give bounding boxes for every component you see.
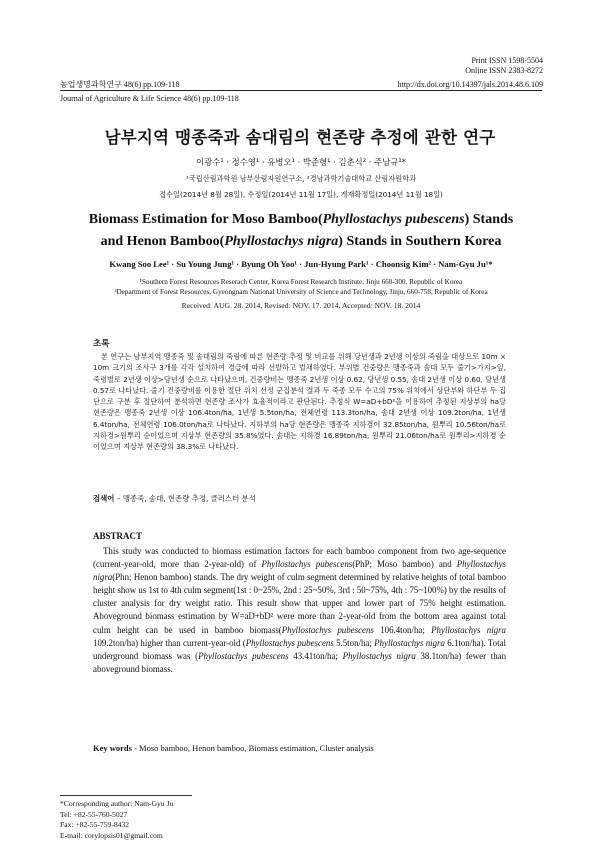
online-issn: Online ISSN 2383-8272: [465, 66, 543, 75]
title-english: Biomass Estimation for Moso Bamboo(Phyllostachys pubescens) Stands and Henon Bamboo(Phyllostachys nigra) Stands in Southern Korea: [88, 212, 514, 249]
authors-korean: 이광수¹ · 정수영¹ · 유병오¹ · 박준형¹ · 김춘식² · 주남규¹*: [196, 157, 406, 167]
keywords-ko: 검색어 – 맹종죽, 솜대, 현존량 추정, 클러스터 분석: [93, 494, 256, 503]
footnote-rule: [60, 795, 192, 796]
doi-link[interactable]: http://dx.doi.org/10.14397/jals.2014.48.6.109: [397, 80, 543, 89]
print-issn: Print ISSN 1598-5504: [471, 56, 543, 65]
abstract-ko-text: 본 연구는 남부지역 맹종죽 및 솜대림의 죽림에 따른 현존량 추정 및 비교를 위해 당년생과 2년생 이상의 죽림을 대상으로 10m × 10m 크기의 조사구 3개를 각각 설치하여 경급에 따라 선발하고 벌채하였다. 부위별 건중량은 맹종죽과 솜대 모두 줄기>가지>잎, 죽령별로 2년생 이상>당년생 순으로 나타났으며, 건중량비는 맹종죽 2년생 이상 0.62, 당년생 0.55, 솜대 2년생 이상 0.60, 당년생 0.57로 나타났다. 줄기 건중량비를 이용한 절단 위치 선정 군집분석 결과 두 죽종 모두 수고의 75% 위치에서 상단부와 하단부 두 집단으로 구분 후 절단하여 분석하면 현존량 조사가 효율적이라고 판단된다. 추정식 W=aD+bD²을 이용하여 추정된 지상부의 ha당 현존량은 맹종죽 2년생 이상 106.4ton/ha, 1년생 5.5ton/ha, 전체연령 113.3ton/ha, 솜대 2년생 이상 109.2ton/ha, 1년생 6.4ton/ha, 전체연령 106.0ton/ha로 나타났다. 지하부의 ha당 현존량은 맹종죽 지하경이 32.85ton/ha, 원뿌리 10.56ton/ha로 지하경>원뿌리 순이었으며 지상부 현존량의 35.8%였다. 솜대는 지하경 16.89ton/ha, 원뿌리 21.06ton/ha로 원뿌리>지하경 순이었으며 지상부 현존량의 38.3%로 나타났다.: [93, 352, 506, 452]
title-korean: 남부지역 맹종죽과 솜대림의 현존량 추정에 관한 연구: [104, 128, 496, 147]
dates-english: Received: AUG. 28. 2014, Revised: NOV. 17. 2014, Accepted: NOV. 18. 2014: [181, 301, 421, 310]
authors-english: Kwang Soo Lee¹ · Su Young Jung¹ · Byung Oh Yoo¹ · Jun-Hyung Park¹ · Choonsig Kim² · Nam-Gyu Ju¹*: [109, 259, 493, 269]
dates-korean: 접수일(2014년 8월 28일), 수정일(2014년 11월 17일), 게재확정일(2014년 11월 18일): [159, 190, 443, 199]
journal-citation-en: Journal of Agriculture & Life Science 48(6) pp.109-118: [60, 94, 239, 103]
abstract-ko-heading: 초록: [93, 339, 110, 349]
corresponding-author: *Corresponding author: Nam-Gyu Ju: [60, 799, 174, 808]
affiliation-english: ¹Southern Forest Resources Reserach Center, Korea Forest Research Institute, Jinju 660-300, Republic of Korea ²Department of Forest Resources, Gyeongnam National University of Science and Technology, Jinju, 660-758, Republic of Korea: [114, 278, 488, 296]
abstract-en-text: This study was conducted to biomass estimation factors for each bamboo component from two age-sequence (current-year-old, more than 2-year-old) of Phyllostachys pubescens(PhP; Moso bamboo) and Phyllostachys nigra(Phn; Henon bamboo) stands. The dry weight of culm segment determined by relative heights of total bamboo height show us 1st to 4th culm segment(1st : 0~25%, 2nd : 25~50%, 3rd : 50~75%, 4th : 75~100%) by the results of cluster analysis for dry weight ratio. This result show that upper and lower part of 75% height estimation. Aboveground biomass estimation by W=aD+bD² were more than 2-year-old from the bottom area against total culm height can be used in bamboo biomass(Phyllostachys pubescens 106.4ton/ha; Phyllostachys nigra 109.2ton/ha) higher than current-year-old (Phyllostachys pubescens 5.5ton/ha; Phyllostachys nigra 6.1ton/ha). Total underground biomass was (Phyllostachys pubescens 43.41ton/ha; Phyllostachys nigra 38.1ton/ha) fewer than aboveground biomass.: [93, 546, 507, 674]
keywords-en: Key words - Moso bamboo, Henon bamboo, Biomass estimation, Cluster analysis: [93, 743, 374, 753]
affiliation-korean: ¹국립산림과학원 남부산림자원연구소, ²경남과학기술대학교 산림자원학과: [185, 174, 417, 183]
author-email[interactable]: E-mail: corylopsis01@gmail.com: [60, 830, 163, 840]
author-tel: Tel: +82-55-760-5027: [60, 809, 128, 819]
footnote: [60, 799, 173, 841]
author-fax: Fax: +82-55-759-8432: [60, 820, 130, 830]
header-rule: [60, 90, 542, 91]
abstract-en-heading: ABSTRACT: [93, 531, 143, 541]
journal-citation-ko: 농업생명과학연구 48(6) pp.109-118: [60, 80, 180, 89]
